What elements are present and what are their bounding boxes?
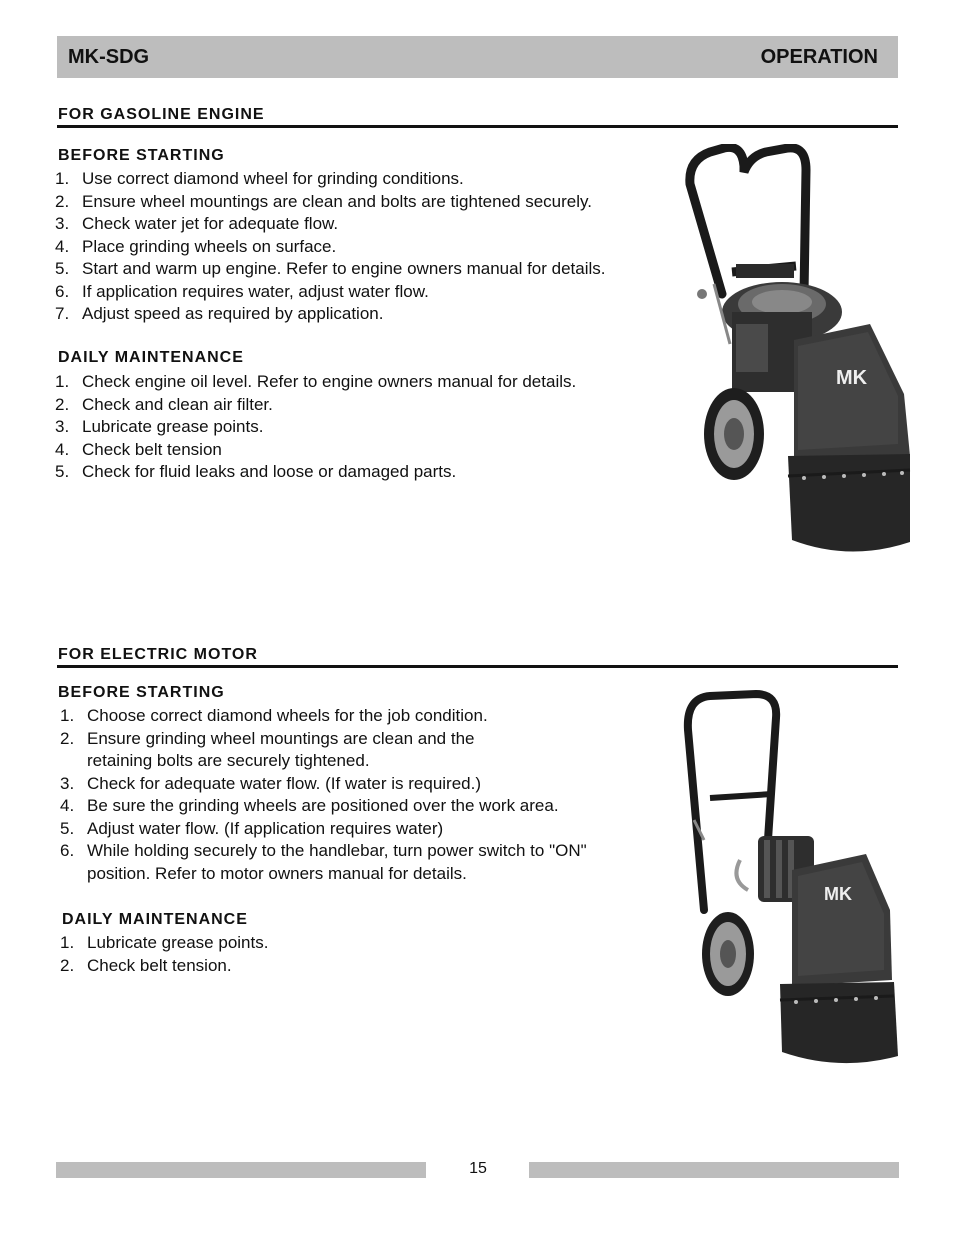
list-item <box>60 728 587 773</box>
list-item <box>60 955 268 978</box>
list-item <box>60 705 587 728</box>
list-item-text: Ensure grinding wheel mountings are clean and the retaining bolts are securely tightened. <box>87 728 475 770</box>
electric-grinder-image <box>680 690 902 1066</box>
list-item-number: 1. <box>60 706 75 725</box>
list-item-text: Adjust speed as required by application. <box>82 304 384 323</box>
list-item-text: Check engine oil level. Refer to engine owners manual for details. <box>82 372 577 391</box>
electric-section-title: FOR ELECTRIC MOTOR <box>57 646 898 668</box>
electric-mk-logo: MK <box>824 884 852 904</box>
list-item-number: 7. <box>55 304 70 323</box>
gasoline-before-starting-list <box>55 168 606 326</box>
electric-daily-maintenance-list <box>60 932 268 977</box>
list-item-text: Ensure wheel mountings are clean and bolts are tightened securely. <box>82 191 592 211</box>
list-item-number: 2. <box>60 728 75 748</box>
gasoline-daily-maintenance-heading: DAILY MAINTENANCE <box>58 349 244 366</box>
list-item <box>55 168 606 191</box>
electric-before-starting-list <box>60 705 587 885</box>
list-item-number: 6. <box>55 281 70 301</box>
list-item-number: 3. <box>55 214 70 233</box>
gasoline-grinder-image <box>684 144 916 558</box>
list-item-number: 3. <box>55 417 70 436</box>
list-item-text: Start and warm up engine. Refer to engine owners manual for details. <box>82 259 606 278</box>
list-item-text: Adjust water flow. (If application requires water) <box>87 818 444 838</box>
footer-bar-left <box>56 1162 426 1178</box>
list-item-text: Check belt tension <box>82 439 222 459</box>
electric-daily-maintenance-heading: DAILY MAINTENANCE <box>62 911 248 928</box>
list-item-text: Use correct diamond wheel for grinding conditions. <box>82 169 464 188</box>
list-item-number: 5. <box>55 462 70 481</box>
list-item-text: Place grinding wheels on surface. <box>82 236 337 256</box>
list-item-number: 2. <box>55 191 70 211</box>
list-item-number: 6. <box>60 841 75 860</box>
list-item <box>55 439 576 462</box>
list-item-number: 5. <box>60 818 75 838</box>
list-item <box>55 236 606 259</box>
list-item-text: If application requires water, adjust water flow. <box>82 281 429 301</box>
list-item <box>60 818 587 841</box>
header-bar <box>57 36 898 78</box>
list-item <box>55 303 606 326</box>
gasoline-mk-logo: MK <box>836 367 868 389</box>
section-name: OPERATION <box>760 45 878 68</box>
gasoline-section-title: FOR GASOLINE ENGINE <box>57 106 898 128</box>
list-item <box>60 932 268 955</box>
list-item-text: Check for fluid leaks and loose or damaged parts. <box>82 462 457 481</box>
list-item-text: Choose correct diamond wheels for the job condition. <box>87 706 488 725</box>
list-item-number: 5. <box>55 259 70 278</box>
list-item-number: 4. <box>55 236 70 256</box>
list-item-number: 1. <box>60 933 75 952</box>
list-item <box>60 773 587 796</box>
list-item <box>55 281 606 304</box>
list-item-text: Check belt tension. <box>87 955 232 975</box>
list-item-text: Check for adequate water flow. (If water is required.) <box>87 773 482 793</box>
page-number: 15 <box>469 1160 487 1177</box>
electric-before-starting-heading: BEFORE STARTING <box>58 684 225 701</box>
list-item-text: Lubricate grease points. <box>87 933 269 952</box>
list-item <box>55 394 576 417</box>
list-item <box>55 371 576 394</box>
list-item <box>55 191 606 214</box>
list-item-text: Be sure the grinding wheels are positioned over the work area. <box>87 796 559 815</box>
list-item <box>60 840 587 885</box>
footer-bar-right <box>529 1162 899 1178</box>
list-item-number: 4. <box>60 796 75 815</box>
model-name: MK-SDG <box>68 45 150 68</box>
list-item <box>55 258 606 281</box>
list-item-number: 1. <box>55 169 70 188</box>
list-item-text: Lubricate grease points. <box>82 417 264 436</box>
list-item-text: While holding securely to the handlebar, turn power switch to "ON" position. Refer to motor owners manual for details. <box>87 841 587 883</box>
list-item <box>55 213 606 236</box>
list-item-number: 2. <box>55 394 70 414</box>
list-item-number: 1. <box>55 372 70 391</box>
list-item-number: 4. <box>55 439 70 459</box>
gasoline-before-starting-heading: BEFORE STARTING <box>58 147 225 164</box>
list-item-text: Check water jet for adequate flow. <box>82 214 339 233</box>
list-item <box>55 416 576 439</box>
list-item-number: 3. <box>60 773 75 793</box>
list-item-text: Check and clean air filter. <box>82 394 273 414</box>
list-item-number: 2. <box>60 955 75 975</box>
gasoline-daily-maintenance-list <box>55 371 576 484</box>
list-item <box>60 795 587 818</box>
list-item <box>55 461 576 484</box>
